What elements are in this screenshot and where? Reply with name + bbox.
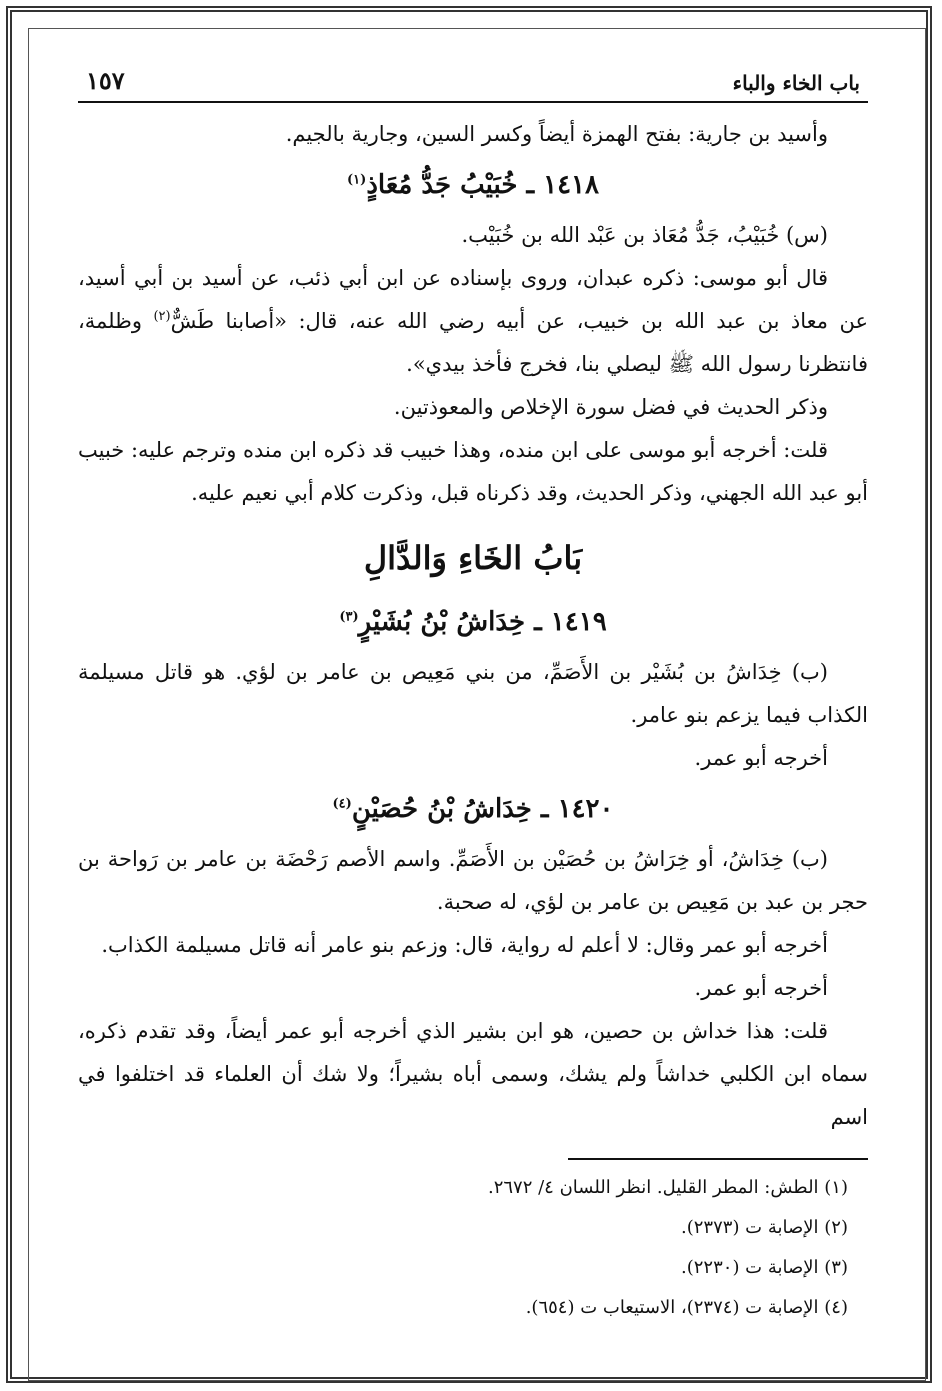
- entry-heading-1420: [78, 780, 868, 838]
- running-title: باب الخاء والباء: [732, 71, 860, 95]
- page-number: ١٥٧: [86, 66, 125, 95]
- footnotes: [78, 1158, 868, 1328]
- paragraph: [78, 257, 868, 386]
- running-header: [78, 62, 868, 103]
- paragraph: وأسيد بن جارية: بفتح الهمزة أيضاً وكسر السين، وجارية بالجيم.: [285, 122, 828, 146]
- paragraph-text: قال أبو موسى: ذكره عبدان، وروى بإسناده عن ابن أبي ذئب، عن أسيد بن أبي أسيد، عن معاذ بن عبد الله بن خبيب، عن أبيه رضي الله عنه، قال: «أصابنا طَشٌّ: [78, 266, 869, 333]
- entry-heading-1419: [78, 593, 868, 651]
- footnote: (٤) الإصابة ت (٢٣٧٤)، الاستيعاب ت (٦٥٤).: [525, 1297, 848, 1318]
- footnote: (١) الطش: المطر القليل. انظر اللسان ٤/ ٢٦٧٢.: [487, 1177, 848, 1198]
- chapter-title: بَابُ الخَاءِ وَالدَّالِ: [363, 539, 583, 577]
- paragraph: قلت: أخرجه أبو موسى على ابن منده، وهذا خبيب قد ذكره ابن منده وترجم عليه: خبيب أبو عبد الله الجهني، وذكر الحديث، وقد ذكرناه قبل، وذكرت كلام أبي نعيم عليه.: [78, 438, 868, 505]
- footnote: (٣) الإصابة ت (٢٢٣٠).: [681, 1257, 848, 1278]
- footnote-ref: (١): [347, 172, 367, 188]
- paragraph: أخرجه أبو عمر.: [694, 976, 828, 1000]
- main-text: [78, 113, 868, 1139]
- paragraph: (ب) خِدَاشُ، أو خِرَاشُ بن حُصَيْن بن الأَصَمِّ. واسم الأصم رَحْضَة بن عامر بن رَواحة بن حجر بن عبد بن مَعِيص بن عامر بن لؤي، له صحبة.: [78, 847, 868, 914]
- footnote-ref: (٤): [332, 796, 352, 812]
- paragraph: أخرجه أبو عمر.: [694, 746, 828, 770]
- paragraph-text: وظلمة، فانتظرنا رسول الله ﷺ ليصلي بنا، فخرج فأخذ بيدي».: [78, 309, 868, 376]
- footnote-ref: (٢): [153, 309, 171, 324]
- paragraph: أخرجه أبو عمر وقال: لا أعلم له رواية، قال: وزعم بنو عامر أنه قاتل مسيلمة الكذاب.: [101, 933, 828, 957]
- paragraph: (س) خُبَيْبُ، جَدُّ مُعَاذ بن عَبْد الله بن خُبَيْب.: [461, 223, 828, 247]
- paragraph: (ب) خِدَاشُ بن بُشَيْر بن الأَصَمِّ، من بني مَعِيص بن عامر بن لؤي. هو قاتل مسيلمة الكذاب فيما يزعم بنو عامر.: [78, 660, 868, 727]
- entry-heading-text: ١٤١٨ ـ خُبَيْبُ جَدُّ مُعَاذٍ: [366, 170, 599, 200]
- entry-heading-text: ١٤٢٠ ـ خِدَاشُ بْنُ حُصَيْنٍ: [351, 794, 614, 824]
- footnote: (٢) الإصابة ت (٢٣٧٣).: [681, 1217, 848, 1238]
- entry-heading-1418: [78, 156, 868, 214]
- entry-heading-text: ١٤١٩ ـ خِدَاشُ بْنُ بُشَيْرٍ: [358, 607, 607, 637]
- book-page: [78, 62, 868, 1322]
- paragraph: قلت: هذا خداش بن حصين، هو ابن بشير الذي أخرجه أبو عمر أيضاً، وقد تقدم ذكره، سماه ابن الكلبي خداشاً ولم يشك، وسمى أباه بشيراً؛ ولا شك أن العلماء قد اختلفوا في اسم: [78, 1019, 868, 1129]
- footnote-divider: [568, 1158, 868, 1160]
- footnote-ref: (٣): [339, 609, 359, 625]
- paragraph: وذكر الحديث في فضل سورة الإخلاص والمعوذتين.: [393, 395, 828, 419]
